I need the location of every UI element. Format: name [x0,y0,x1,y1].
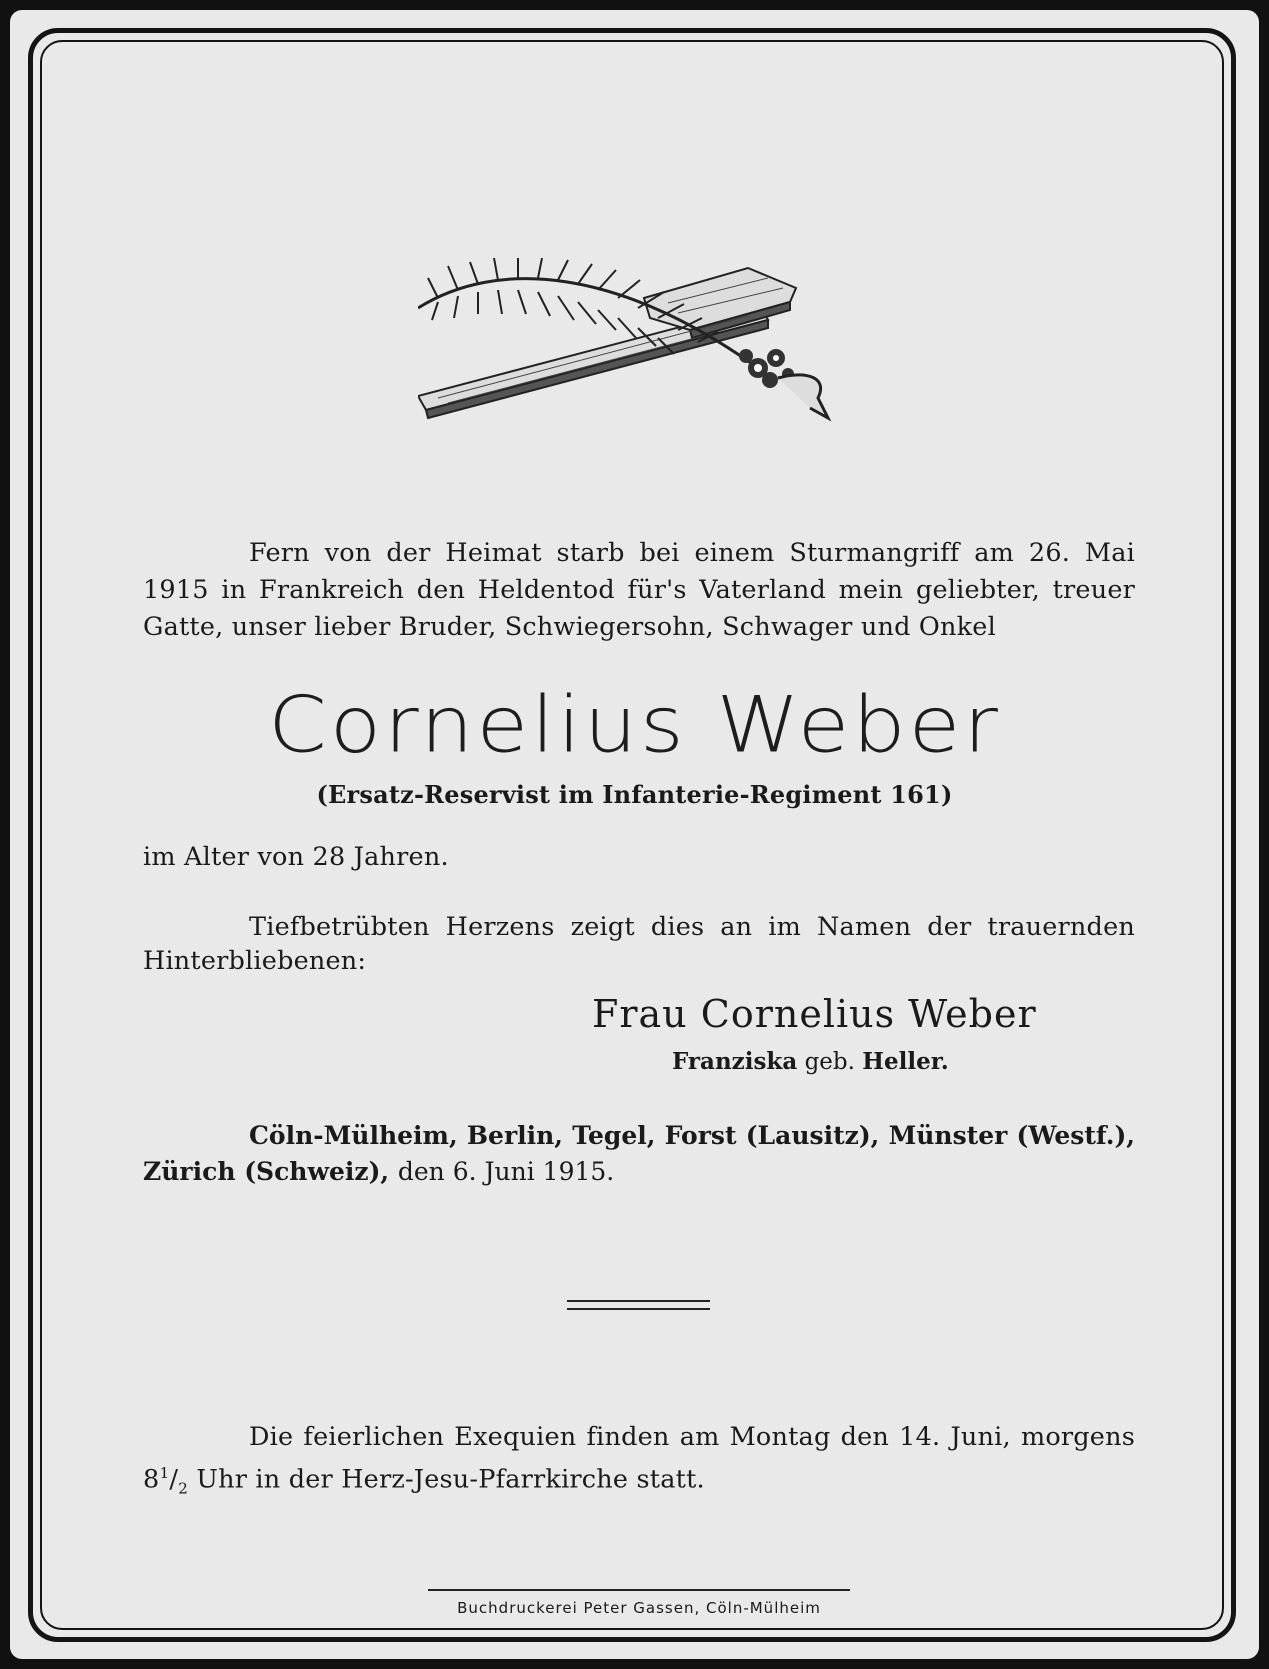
funeral-time-numerator: 1 [159,1464,170,1482]
funeral-line-2: $8^1/_2$ Uhr in der Herz-Jesu-Pfarrkirche statt. [143,1464,705,1498]
places-line-2 [143,1154,1135,1190]
funeral-line-2-text: Uhr in der Herz-Jesu-Pfarrkirche statt. [196,1464,705,1495]
funeral-time-denominator: 2 [178,1479,189,1498]
intro-line-2: 1915 in Frankreich den Heldentod für's Vaterland mein geliebter, treuer [143,575,1135,605]
widow-first-name: Franziska [672,1048,798,1075]
issue-date: den 6. Juni 1915. [397,1157,615,1186]
places-and-date [143,1118,1135,1190]
printer-imprint: Buchdruckerei Peter Gassen, Cöln-Mülheim [428,1589,850,1617]
funeral-line-1: Die feierlichen Exequien finden am Montag den 14. Juni, morgens [249,1422,1135,1452]
places-line-1: Cöln-Mülheim, Berlin, Tegel, Forst (Lausitz), Münster (Westf.), [249,1121,1135,1150]
deceased-name: Cornelius Weber [268,679,1001,771]
divider-rule-top [567,1300,710,1302]
intro-line-1: Fern von der Heimat starb bei einem Sturmangriff am 26. Mai [249,538,1135,568]
deceased-rank: (Ersatz-Reservist im Infanterie-Regiment 161) [316,780,953,809]
cross-with-palm-branch-icon [418,258,878,458]
widow-maiden-name [672,1048,949,1075]
divider-rule-bottom [567,1308,710,1310]
mourning-line-1: Tiefbetrübten Herzens zeigt dies an im Namen der trauernden [249,912,1135,942]
widow-name: Frau Cornelius Weber [592,992,1037,1036]
widow-maiden: Heller. [862,1048,949,1075]
places-bold: Zürich (Schweiz), [143,1157,390,1186]
funeral-time-whole: 8 [143,1464,160,1495]
widow-geb: geb. [804,1049,855,1075]
age-line: im Alter von 28 Jahren. [143,842,449,872]
intro-line-3: Gatte, unser lieber Bruder, Schwiegersohn, Schwager und Onkel [143,612,996,642]
mourning-line-2: Hinterbliebenen: [143,946,367,976]
